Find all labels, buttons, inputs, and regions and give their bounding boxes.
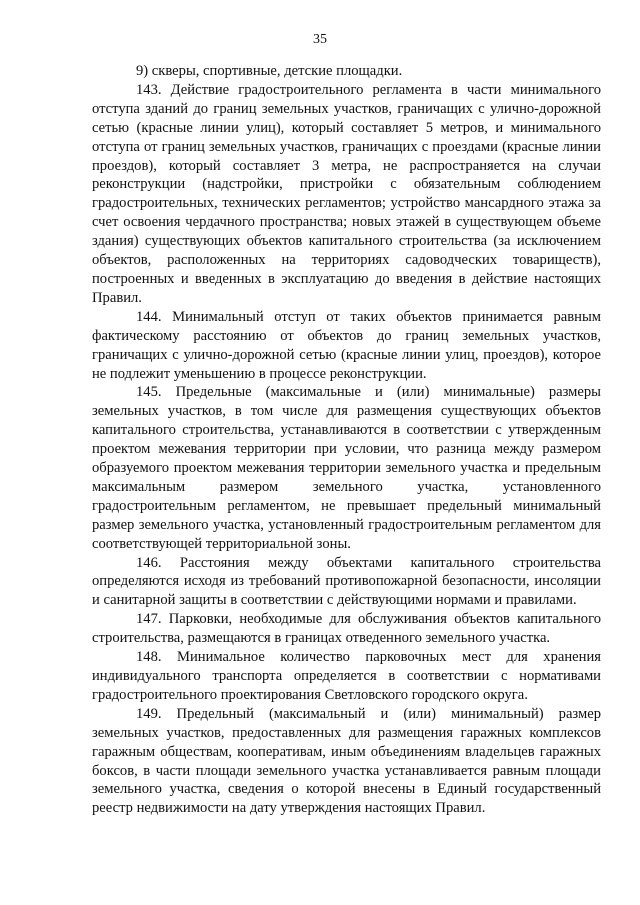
paragraph-143: 143. Действие градостроительного регламента в части минимального отступа зданий до границ земельных участков, граничащих с улично-дорожной сетью (красные линии улиц), который составляет 5 метров, и минимального отступа от границ земельных участков, граничащих с проездами (красные линии проездов), который составляет 3 метра, не распространяется на случаи реконструкции (надстройки, пристройки с обязательным соблюдением градостроительных, технических регламентов; устройство мансардного этажа за счет освоения чердачного пространства; новых этажей в существующем объеме здания) существующих объектов капитального строительства (за исключением объектов, расположенных на территориях садоводческих товариществ), построенных и введенных в эксплуатацию до введения в действие настоящих Правил. (92, 81, 601, 306)
paragraph-145: 145. Предельные (максимальные и (или) минимальные) размеры земельных участков, в том числе для размещения существующих объектов капитального строительства, устанавливаются в соответствии с утвержденным проектом межевания территории при условии, что разница между размером образуемого проектом межевания территории земельного участка и предельным максимальным размером земельного участка, установленного градостроительным регламентом, не превышает предельный минимальный размер земельного участка, установленный градостроительным регламентом для соответствующей территориальной зоны. (92, 384, 601, 552)
paragraph-item-9: 9) скверы, спортивные, детские площадки. (136, 63, 403, 79)
paragraph-144: 144. Минимальный отступ от таких объектов принимается равным фактическому расстоянию от объектов до границ земельных участков, граничащих с улично-дорожной сетью (красные линии улиц, проездов), которое не подлежит уменьшению в процессе реконструкции. (92, 308, 601, 382)
paragraph-149: 149. Предельный (максимальный и (или) минимальный) размер земельных участков, предоставленных для размещения гаражных комплексов гаражным обществам, кооперативам, иным объединениям владельцев гаражных боксов, в части площади земельного участка устанавливается равным площади земельного участка, сведения о которой внесены в Единый государственный реестр недвижимости на дату утверждения настоящих Правил. (92, 705, 601, 817)
paragraph-148: 148. Минимальное количество парковочных мест для хранения индивидуального транспорта определяется в соответствии с нормативами градостроительного проектирования Светловского городского округа. (92, 649, 601, 703)
page-number: 35 (313, 32, 327, 47)
paragraph-146: 146. Расстояния между объектами капитального строительства определяются исходя из требований противопожарной безопасности, инсоляции и санитарной защиты в соответствии с действующими нормами и правилами. (92, 554, 601, 609)
paragraph-147: 147. Парковки, необходимые для обслуживания объектов капитального строительства, размещаются в границах отведенного земельного участка. (92, 611, 601, 647)
document-body (92, 62, 601, 818)
